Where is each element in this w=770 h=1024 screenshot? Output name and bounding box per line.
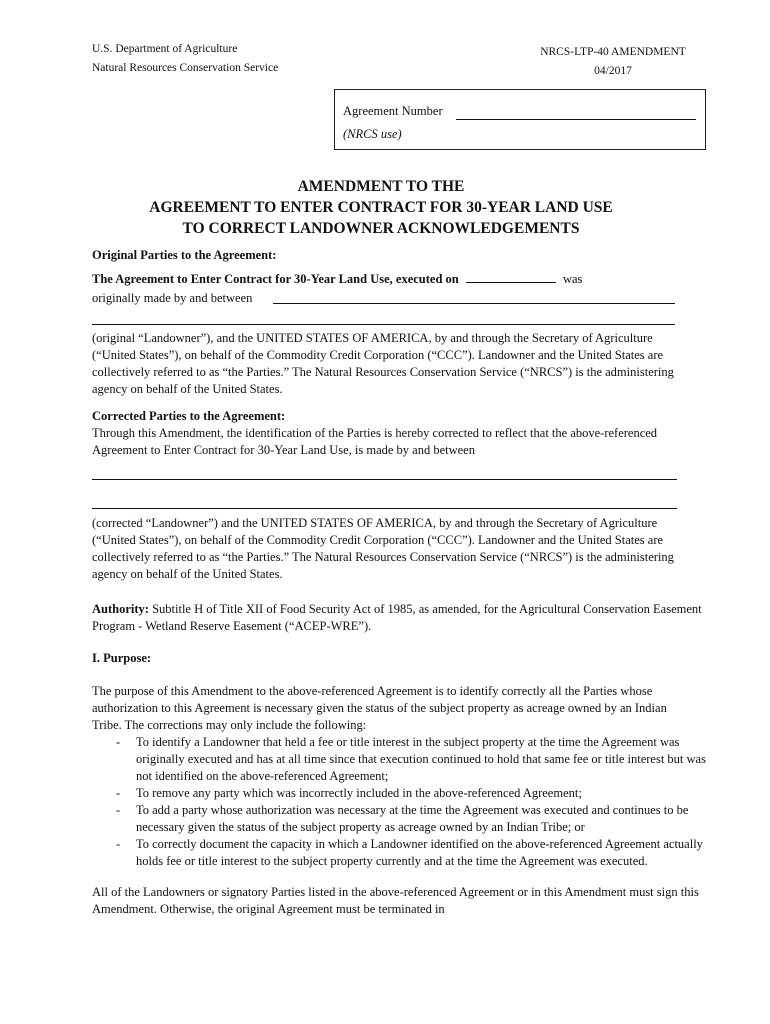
list-item — [116, 734, 716, 785]
corrected-landowner-field-1[interactable] — [92, 479, 677, 480]
executed-label: The Agreement to Enter Contract for 30-Year Land Use, executed on — [92, 272, 459, 286]
form-date: 04/2017 — [594, 65, 632, 77]
purpose-heading: I. Purpose: — [92, 651, 152, 665]
list-item — [116, 785, 716, 802]
authority-paragraph — [92, 601, 712, 635]
list-item-text: To correctly document the capacity in which a Landowner identified on the above-referenced Agreement actually holds fee or title interest to the subject property currently and at the time the Agreement was executed. — [136, 837, 703, 868]
original-parties-heading: Original Parties to the Agreement: — [92, 248, 277, 262]
was-text: was — [562, 272, 583, 286]
corrected-parties-heading: Corrected Parties to the Agreement: — [92, 409, 286, 423]
list-item-text: To add a party whose authorization was necessary at the time the Agreement was executed and continues to be necessary given the status of the subject property as acreage owned by an Indian Tribe; or — [136, 803, 689, 834]
form-number: NRCS-LTP-40 AMENDMENT — [540, 46, 686, 58]
list-item — [116, 802, 716, 836]
list-item-text: To remove any party which was incorrectly included in the above-referenced Agreement; — [136, 786, 582, 800]
title-line-3: TO CORRECT LANDOWNER ACKNOWLEDGEMENTS — [182, 220, 580, 237]
agreement-number-field[interactable] — [456, 119, 696, 120]
list-item-text: To identify a Landowner that held a fee or title interest in the subject property at the time the Agreement was originally executed and has at all time since that execution continued to hold that same fee or title interest but was not identified on the above-referenced Agreement; — [136, 735, 706, 783]
agreement-number-box — [334, 89, 706, 150]
made-by-label: originally made by and between — [92, 291, 253, 305]
authority-text: Subtitle H of Title XII of Food Security Act of 1985, as amended, for the Agricultural Conservation Easement Program - Wetland Reserve Easement (“ACEP-WRE”). — [92, 602, 702, 633]
agreement-number-label: Agreement Number — [343, 104, 443, 118]
bullet-marker: - — [116, 837, 121, 851]
form-id-block — [520, 43, 706, 81]
agency-block — [92, 40, 278, 78]
list-item — [116, 836, 716, 870]
bullet-marker: - — [116, 786, 121, 800]
executed-line — [92, 270, 712, 288]
purpose-list — [116, 734, 716, 870]
original-parties-body: (original “Landowner”), and the UNITED STATES OF AMERICA, by and through the Secretary of Agriculture (“United States”), on behalf of the Commodity Credit Corporation (“CCC”). Landowner and the United States are collectively referred to as “the Parties.” The Natural Resources Conservation Service (“NRCS”) is the administering agency on behalf of the United States. — [92, 331, 674, 396]
closing-paragraph: All of the Landowners or signatory Parties listed in the above-referenced Agreement or in this Amendment must sign this Amendment. Otherwise, the original Agreement must be terminated in — [92, 885, 699, 916]
department-name: U.S. Department of Agriculture — [92, 43, 238, 55]
document-title — [0, 176, 762, 239]
nrcs-use-note: (NRCS use) — [343, 127, 402, 141]
corrected-landowner-field-2[interactable] — [92, 508, 677, 509]
executed-date-field[interactable] — [466, 270, 556, 283]
purpose-intro: The purpose of this Amendment to the above-referenced Agreement is to identify correctly all the Parties whose authorization to this Agreement is necessary given the status of the subject property as acreage owned by an Indian Tribe. The corrections may only include the following: — [92, 684, 667, 732]
original-landowner-line[interactable] — [92, 324, 675, 325]
title-line-2: AGREEMENT TO ENTER CONTRACT FOR 30-YEAR LAND USE — [149, 199, 613, 216]
bullet-marker: - — [116, 735, 121, 749]
bullet-marker: - — [116, 803, 121, 817]
authority-label: Authority: — [92, 602, 149, 616]
made-by-line — [92, 290, 692, 307]
service-name: Natural Resources Conservation Service — [92, 62, 279, 74]
corrected-parties-intro: Through this Amendment, the identification of the Parties is hereby corrected to reflect that the above-referenced Agreement to Enter Contract for 30-Year Land Use, is made by and between — [92, 426, 658, 457]
made-by-field[interactable] — [273, 303, 675, 304]
corrected-parties-body: (corrected “Landowner”) and the UNITED STATES OF AMERICA, by and through the Secretary of Agriculture (“United States”), on behalf of the Commodity Credit Corporation (“CCC”). Landowner and the United States are collectively referred to as “the Parties.” The Natural Resources Conservation Service (“NRCS”) is the administering agency on behalf of the United States. — [92, 516, 674, 581]
title-line-1: AMENDMENT TO THE — [297, 178, 465, 195]
